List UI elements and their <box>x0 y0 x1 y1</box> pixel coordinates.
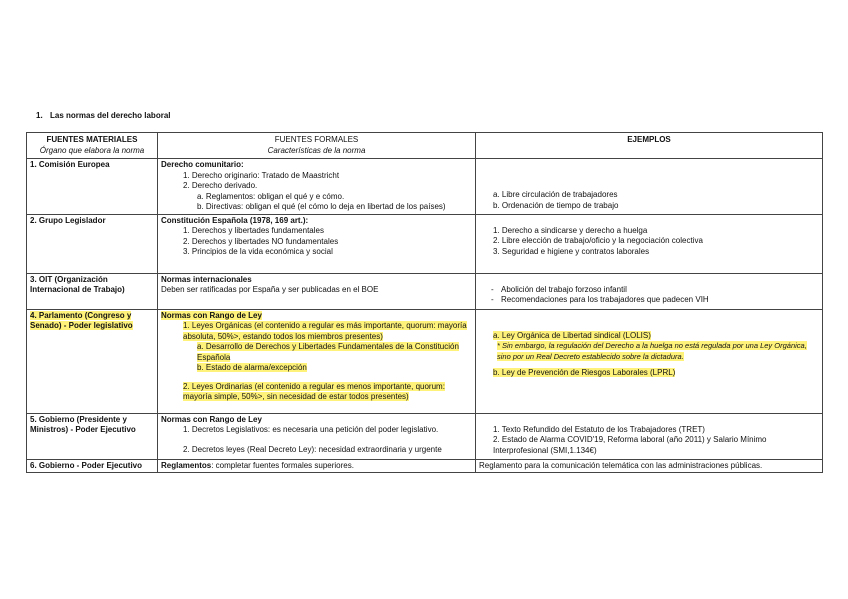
list-item: 2. Derechos y libertades NO fundamentales <box>183 236 339 246</box>
table-header-row <box>27 133 823 159</box>
list-item: b. Estado de alarma/excepción <box>197 363 307 372</box>
example-item: 1. Derecho a sindicarse y derecho a huelga <box>493 225 648 235</box>
table-row <box>27 273 823 309</box>
list-item: a. Reglamentos: obligan el qué y e cómo. <box>197 191 345 201</box>
list-item: 1. Derechos y libertades fundamentales <box>183 226 324 235</box>
example-item: Reglamento para la comunicación telemática con las administraciones públicas. <box>479 460 763 470</box>
example-item: 2. Estado de Alarma COVID'19, Reforma laboral (año 2011) y Salario Mínimo Interprofesional (SMI,1.134€) <box>493 435 767 455</box>
list-item: 1. Derecho originario: Tratado de Maastricht <box>183 170 340 180</box>
row-source: 4. Parlamento (Congreso y Senado) - Poder legislativo <box>27 309 158 413</box>
table-row <box>27 459 823 473</box>
row-source: 3. OIT (Organización Internacional de Trabajo) <box>27 273 158 309</box>
table-row <box>27 413 823 459</box>
header-formal-sources: FUENTES FORMALES Características de la norma <box>158 133 476 159</box>
row-source: 1. Comisión Europea <box>27 159 158 215</box>
header-material-sources: FUENTES MATERIALES Órgano que elabora la norma <box>27 133 158 159</box>
section-title: Las normas del derecho laboral <box>50 111 171 120</box>
table-row <box>27 159 823 215</box>
example-item: - Recomendaciones para los trabajadores que padecen VIH <box>491 295 709 304</box>
header-examples: EJEMPLOS <box>476 133 823 159</box>
section-heading <box>36 111 170 122</box>
example-item: 3. Seguridad e higiene y contratos laborales <box>493 246 650 256</box>
row-source: 5. Gobierno (Presidente y Ministros) - Poder Ejecutivo <box>27 413 158 459</box>
row-source: 6. Gobierno - Poder Ejecutivo <box>27 459 158 473</box>
row-norm: Normas con Rango de Ley 1. Decretos Legislativos: es necesaria una petición del poder legislativo. 2. Decretos leyes (Real Decreto Ley): necesidad extraordinaria y urgente <box>158 413 476 459</box>
list-item: a. Desarrollo de Derechos y Libertades Fundamentales de la Constitución Española <box>197 342 459 362</box>
table-row <box>27 309 823 413</box>
list-item: b. Directivas: obligan el qué (el cómo lo deja en libertad de los países) <box>197 202 446 211</box>
list-item: 2. Leyes Ordinarias (el contenido a regular es menos importante, quorum: mayoría simple, 50%>, sin necesidad de estar todos presentes) <box>183 381 445 401</box>
list-item: 1. Decretos Legislativos: es necesaria una petición del poder legislativo. <box>183 425 439 434</box>
list-item: 1. Leyes Orgánicas (el contenido a regular es más importante, quorum: mayoría absoluta, 50%>, estando todos los miembros presentes) <box>183 321 467 341</box>
row-source: 2. Grupo Legislador <box>27 214 158 273</box>
example-item: 2. Libre elección de trabajo/oficio y la negociación colectiva <box>493 236 703 245</box>
example-item: a. Libre circulación de trabajadores <box>493 190 618 199</box>
row-examples <box>476 309 823 413</box>
row-examples <box>476 413 823 459</box>
example-note: * Sin embargo, la regulación del Derecho a la huelga no está regulada por una Ley Orgánica, sino por un Real Decreto establecido sobre la dictadura. <box>497 341 807 361</box>
example-item: 1. Texto Refundido del Estatuto de los Trabajadores (TRET) <box>493 424 705 434</box>
row-examples <box>476 459 823 473</box>
section-number: 1. <box>36 111 43 120</box>
row-norm: Derecho comunitario: 1. Derecho originario: Tratado de Maastricht 2. Derecho derivado. a. Reglamentos: obligan el qué y e cómo. b. Directivas: obligan el qué (el cómo lo deja en libertad de los países) <box>158 159 476 215</box>
list-item: 2. Derecho derivado. <box>183 181 258 190</box>
row-examples <box>476 273 823 309</box>
example-item: b. Ordenación de tiempo de trabajo <box>493 200 619 210</box>
row-examples <box>476 214 823 273</box>
row-norm: Reglamentos: completar fuentes formales superiores. <box>158 459 476 473</box>
list-item: 2. Decretos leyes (Real Decreto Ley): necesidad extraordinaria y urgente <box>183 444 442 454</box>
example-item: - Abolición del trabajo forzoso infantil <box>491 284 627 294</box>
table-row <box>27 214 823 273</box>
row-norm: Normas internacionales Deben ser ratificadas por España y ser publicadas en el BOE <box>158 273 476 309</box>
row-norm: Constitución Española (1978, 169 art.): 1. Derechos y libertades fundamentales 2. Derechos y libertades NO fundamentales 3. Principios de la vida económica y social <box>158 214 476 273</box>
example-item: a. Ley Orgánica de Libertad sindical (LOLIS) <box>493 330 651 340</box>
row-examples <box>476 159 823 215</box>
example-item: b. Ley de Prevención de Riesgos Laborales (LPRL) <box>493 368 676 377</box>
list-item: 3. Principios de la vida económica y social <box>183 247 333 256</box>
row-norm: Normas con Rango de Ley 1. Leyes Orgánicas (el contenido a regular es más importante, quorum: mayoría absoluta, 50%>, estando todos los miembros presentes) a. Desarrollo de Derechos y Libertades Fundamentales de la Constitución Española b. Estado de alarma/excepción 2. Leyes Ordinarias (el contenido a regular es menos importante, quorum: mayoría simple, 50%>, sin necesidad de estar todos presentes) <box>158 309 476 413</box>
norm-description: Deben ser ratificadas por España y ser publicadas en el BOE <box>161 285 379 294</box>
labor-law-sources-table <box>26 132 823 473</box>
